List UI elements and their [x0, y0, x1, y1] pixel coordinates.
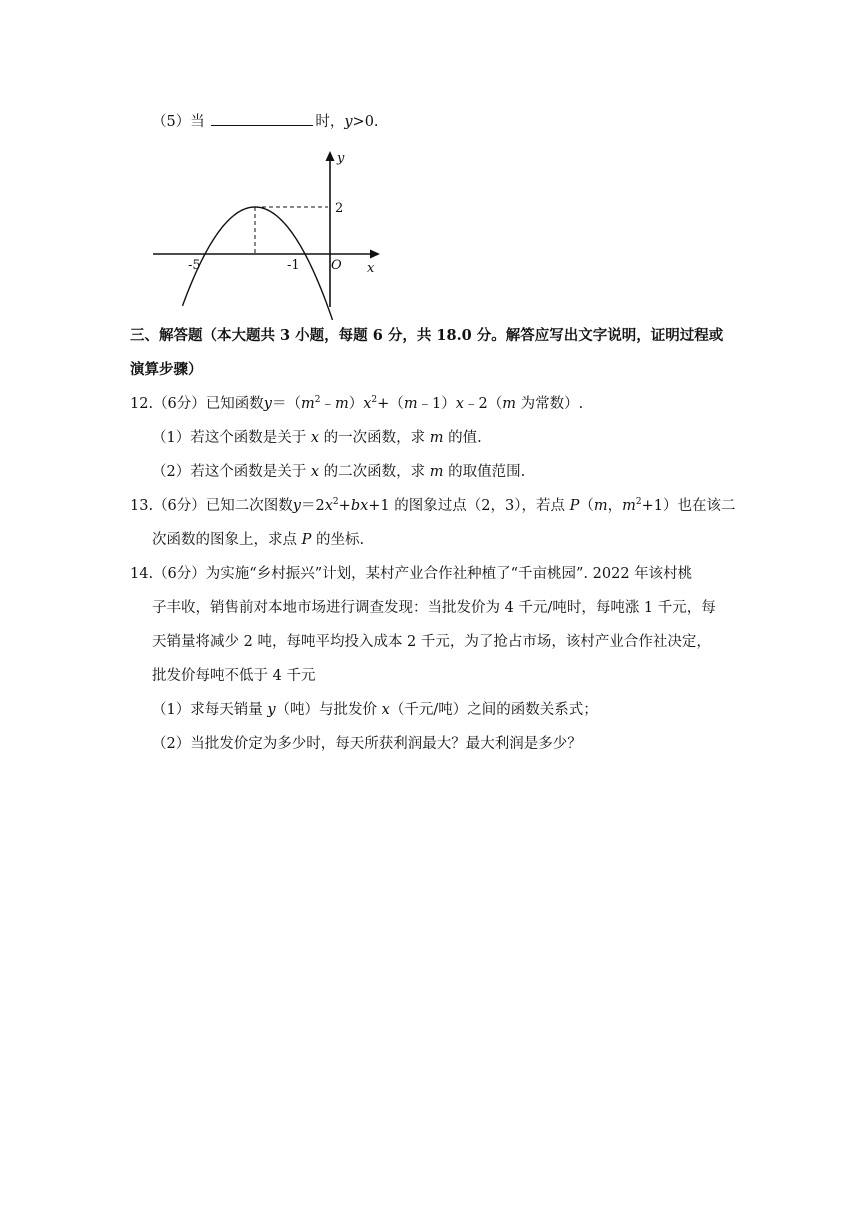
section3-heading-line1: 三、解答题（本大题共 3 小题，每题 6 分，共 18.0 分。解答应写出文字说明，证明过程或: [130, 327, 724, 344]
y-axis-label: y: [337, 151, 345, 166]
q12-part1: （1）若这个函数是关于 x 的一次函数，求 m 的值.: [152, 430, 482, 446]
y-axis-arrow: [326, 151, 335, 161]
q14-stem-line2: 子丰收，销售前对本地市场进行调查发现：当批发价为 4 千元/吨时，每吨涨 1 千元，每: [152, 600, 716, 616]
q14-stem-line1: 14.（6分）为实施“乡村振兴”计划，某村产业合作社种植了“千亩桃园”. 2022 年该村桃: [130, 566, 693, 582]
x-axis-label: x: [367, 261, 375, 276]
q12-stem: 12.（6分）已知函数$y=(m^2﹣m)x^2+(m﹣1)x﹣2(m$ 为常数）.: [130, 395, 584, 412]
x-axis-arrow: [370, 250, 380, 259]
q13-stem-line1: 13.（6分）已知二次图数$y=2x^2+bx+1$ 的图象过点（2，3），若点 P（m，$m^2+1$）也在该二: [130, 497, 736, 514]
tick-label-minus5: -5: [188, 258, 201, 273]
q14-stem-line3: 天销量将减少 2 吨，每吨平均投入成本 2 千元，为了抢占市场，该村产业合作社决定，: [152, 634, 711, 650]
tick-label-minus1: -1: [287, 258, 300, 273]
q14-part2: （2）当批发价定为多少时，每天所获利润最大？最大利润是多少？: [152, 736, 582, 752]
q13-stem-line2: 次函数的图象上，求点 P 的坐标.: [152, 532, 365, 548]
q11-part5: （5）当 时，y>0.: [152, 110, 379, 132]
tick-label-2: 2: [335, 201, 344, 216]
parabola-curve: [183, 207, 333, 320]
parabola-graph: [0, 0, 860, 320]
origin-label: O: [331, 258, 342, 273]
q12-part2: （2）若这个函数是关于 x 的二次函数，求 m 的取值范围.: [152, 464, 526, 480]
q14-part1: （1）求每天销量 y（吨）与批发价 x（千元/吨）之间的函数关系式；: [152, 702, 598, 718]
section3-heading-line2: 演算步骤）: [130, 361, 203, 378]
q14-stem-line4: 批发价每吨不低于 4 千元: [152, 668, 316, 684]
